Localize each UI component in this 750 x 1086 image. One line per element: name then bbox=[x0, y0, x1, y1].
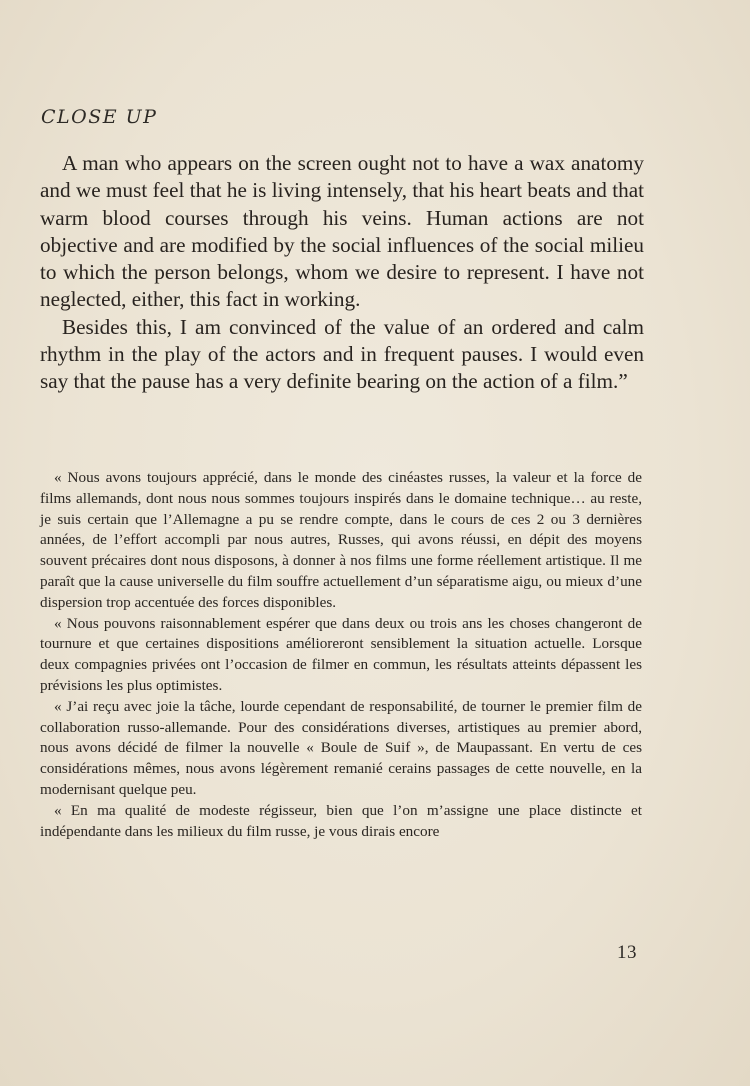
quote-paragraph-2: « Nous pouvons raisonnablement espérer que dans deux ou trois ans les choses changeront de tournure et que certaines dispositions amélioreront sensiblement la situation actuelle. Lorsque deux compagnies privées ont l’occasion de filmer en commun, les résultats atteints dépassent les prévisions les plus optimistes. bbox=[40, 614, 642, 694]
quote-paragraph-4: « En ma qualité de modeste régisseur, bien que l’on m’assigne une place distincte et indépendante dans les milieux du film russe, je vous dirais encore bbox=[40, 801, 642, 840]
running-header: CLOSE UP bbox=[41, 106, 158, 128]
body-paragraph-1: A man who appears on the screen ought not to have a wax anatomy and we must feel that he is living intensely, that his heart beats and that warm blood courses through his veins. Human actions are not objective and are modified by the social influences of the social milieu to which the person belongs, whom we desire to represent. I have not neglected, either, this fact in working. bbox=[40, 151, 644, 312]
main-body-text bbox=[40, 150, 644, 396]
page-number: 13 bbox=[617, 942, 637, 963]
quote-paragraph-1: « Nous avons toujours apprécié, dans le monde des cinéastes russes, la valeur et la force de films allemands, dont nous nous sommes toujours inspirés dans le domaine technique… au reste, je suis certain que l’Allemagne a pu se rendre compte, dans le cours de ces 2 ou 3 dernières années, de l’effort accompli par nous autres, Russes, qui avons réussi, en dépit des moyens souvent précaires dont nous disposons, à donner à nos films une forme réellement artistique. Il me paraît que la cause universelle du film souffre actuellement d’un séparatisme aigu, ou mieux d’une dispersion trop accentuée des forces disponibles. bbox=[40, 469, 642, 611]
french-quote-text bbox=[40, 468, 642, 842]
quote-paragraph-3: « J’ai reçu avec joie la tâche, lourde cependant de responsabilité, de tourner le premier film de collaboration russo-allemande. Pour des considérations diverses, artistiques au premier abord, nous avons décidé de filmer la nouvelle « Boule de Suif », de Maupassant. En vertu de ces considérations mêmes, nous avons légèrement remanié cerains passages de cette nouvelle, en la modernisant quelque peu. bbox=[40, 697, 642, 798]
body-paragraph-2: Besides this, I am convinced of the value of an ordered and calm rhythm in the play of the actors and in frequent pauses. I would even say that the pause has a very definite bearing on the action of a film.” bbox=[40, 314, 644, 394]
